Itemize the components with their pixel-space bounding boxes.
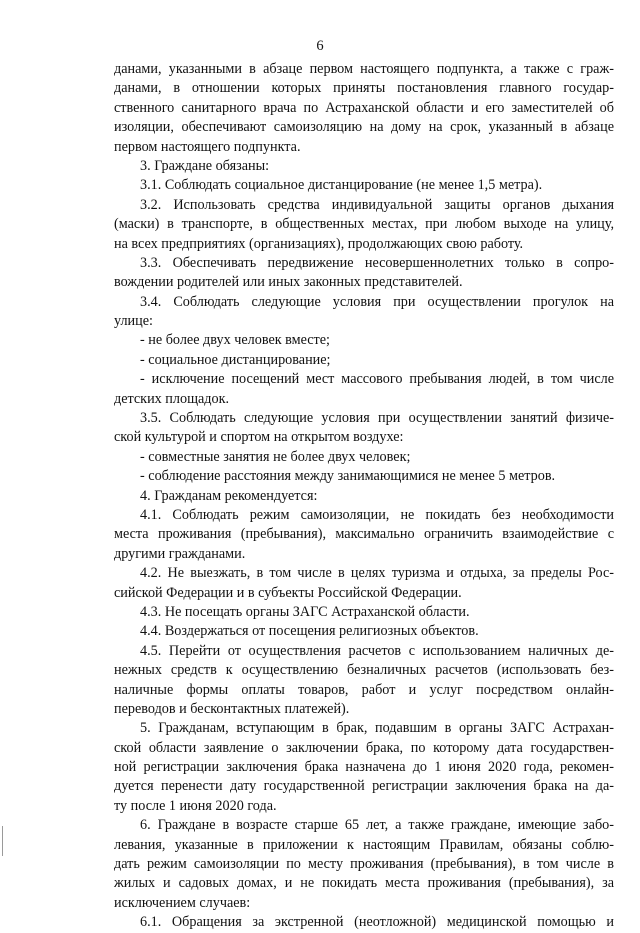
text-line: 3.5. Соблюдать следующие условия при осуществлении занятий физиче- xyxy=(140,410,614,427)
text-line: - социальное дистанцирование; xyxy=(140,351,331,368)
text-line: 4.4. Воздержаться от посещения религиозных объектов. xyxy=(140,623,479,640)
text-line: 4.2. Не выезжать, в том числе в целях туризма и отдыха, за пределы Рос- xyxy=(140,565,614,582)
text-line: - совместные занятия не более двух человек; xyxy=(140,448,411,465)
text-line: ской области заявление о заключении брака, по которому дата государствен- xyxy=(114,739,614,756)
text-line: 4.1. Соблюдать режим самоизоляции, не покидать без необходимости xyxy=(140,506,614,523)
text-line: данами, указанными в абзаце первом настоящего подпункта, а также с граж- xyxy=(114,61,614,77)
document-body xyxy=(114,60,614,933)
text-line: ту после 1 июня 2020 года. xyxy=(114,797,277,814)
text-line: ской культурой и спортом на открытом воздухе: xyxy=(114,429,404,446)
text-line: - не более двух человек вместе; xyxy=(140,332,330,349)
text-line: вождении родителей или иных законных представителей. xyxy=(114,274,463,291)
text-line: переводов и бесконтактных платежей). xyxy=(114,700,350,717)
text-line: 4. Гражданам рекомендуется: xyxy=(140,487,318,504)
text-line: 3.1. Соблюдать социальное дистанцирование (не менее 1,5 метра). xyxy=(140,177,543,194)
text-line: дать режим самоизоляции по месту проживания (пребывания), в том числе в xyxy=(114,856,614,873)
text-line: 4.5. Перейти от осуществления расчетов с использованием наличных де- xyxy=(140,642,614,659)
text-line: нежных средств к осуществлению безналичных расчетов (использовать без- xyxy=(114,662,614,679)
text-line: жилых и садовых домах, и не покидать места проживания (пребывания), за xyxy=(114,875,614,892)
text-line: ной регистрации заключения брака назначена до 1 июня 2020 года, рекомен- xyxy=(114,759,614,776)
text-line: - исключение посещений мест массового пребывания людей, в том числе xyxy=(140,371,614,388)
text-line: 3.3. Обеспечивать передвижение несовершеннолетних только в сопро- xyxy=(140,254,614,271)
text-line: детских площадок. xyxy=(114,390,230,407)
text-line: 3.4. Соблюдать следующие условия при осуществлении прогулок на xyxy=(140,293,614,310)
text-line: 6.1. Обращения за экстренной (неотложной) медицинской помощью и xyxy=(140,914,614,931)
text-line: другими гражданами. xyxy=(114,545,246,562)
text-line: исключением случаев: xyxy=(114,894,251,911)
page-number: 6 xyxy=(316,38,324,54)
text-line: левания, указанные в приложении к настоящим Правилам, обязаны соблю- xyxy=(114,836,614,853)
text-line: (маски) в транспорте, в общественных местах, при любом выходе на улицу, xyxy=(114,216,614,233)
text-line: сийской Федерации и в субъекты Российской Федерации. xyxy=(114,584,462,601)
text-line: наличные формы оплаты товаров, работ и услуг посредством онлайн- xyxy=(114,681,614,698)
text-line: данами, в отношении которых приняты постановления главного государ- xyxy=(114,80,614,97)
scan-margin-mark xyxy=(2,826,3,856)
text-line: изоляции, обеспечивают самоизоляцию на дому на срок, указанный в абзаце xyxy=(114,119,614,136)
text-line: первом настоящего подпункта. xyxy=(114,138,301,155)
text-line: 4.3. Не посещать органы ЗАГС Астраханской области. xyxy=(140,603,470,620)
text-line: 6. Граждане в возрасте старше 65 лет, а также граждане, имеющие забо- xyxy=(140,817,614,834)
text-line: - соблюдение расстояния между занимающимися не менее 5 метров. xyxy=(140,468,556,485)
text-line: 3. Граждане обязаны: xyxy=(140,157,270,174)
text-line: улице: xyxy=(114,313,153,330)
text-line: на всех предприятиях (организациях), продолжающих свою работу. xyxy=(114,235,524,252)
text-line: 3.2. Использовать средства индивидуальной защиты органов дыхания xyxy=(140,196,614,213)
text-line: дуется перенести дату государственной регистрации заключения брака на да- xyxy=(114,778,614,795)
text-line: 5. Гражданам, вступающим в брак, подавшим в органы ЗАГС Астрахан- xyxy=(140,720,614,737)
text-line: ственного санитарного врача по Астраханской области и его заместителей об xyxy=(114,99,614,116)
text-line: места проживания (пребывания), максимально ограничить взаимодействие с xyxy=(114,526,614,543)
